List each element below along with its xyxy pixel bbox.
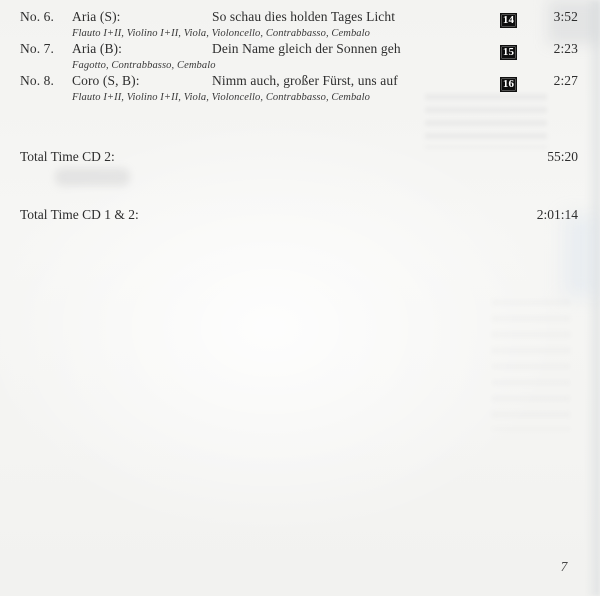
total-time-cd2-row [20,149,578,165]
track-duration: 3:52 [553,9,578,24]
track-duration: 2:27 [553,73,578,88]
total-time-cd2-value: 55:20 [547,149,578,164]
tracklist [20,9,578,223]
scan-artifact-tint [564,215,598,297]
page-number: 7 [560,559,568,574]
track-main-line [20,41,578,58]
track-instruments: Flauto I+II, Violino I+II, Viola, Violoncello, Contrabbasso, Cembalo [72,28,371,39]
track-duration: 2:23 [553,41,578,56]
track-number-cell [500,41,540,58]
track-row [20,73,578,105]
track-no: No. 8. [20,73,54,88]
total-time-cd1-2-value: 2:01:14 [536,207,578,222]
track-no: No. 6. [20,9,54,24]
track-title: So schau dies holden Tages Licht [212,9,396,24]
track-number-badge: 14 [500,13,517,28]
track-main-line [20,73,578,90]
track-instruments: Fagotto, Contrabbasso, Cembalo [72,60,216,71]
track-number-badge: 15 [500,45,517,60]
track-type: Coro (S, B): [72,73,140,88]
track-row [20,9,578,41]
track-number-cell [500,73,540,90]
track-row [20,41,578,73]
total-time-cd1-2-label: Total Time CD 1 & 2: [20,207,139,222]
track-no: No. 7. [20,41,54,56]
total-time-cd1-2-row [20,207,578,223]
scan-artifact-right-edge [586,0,600,596]
total-time-cd2-label: Total Time CD 2: [20,149,115,164]
track-type: Aria (S): [72,9,121,24]
track-title: Dein Name gleich der Sonnen geh [212,41,401,56]
bleedthrough-text-block [492,300,570,430]
track-instruments: Flauto I+II, Violino I+II, Viola, Violoncello, Contrabbasso, Cembalo [72,92,371,103]
track-title: Nimm auch, großer Fürst, uns auf [212,73,398,88]
track-type: Aria (B): [72,41,123,56]
track-number-cell [500,9,540,26]
track-main-line [20,9,578,26]
track-number-badge: 16 [500,77,517,92]
